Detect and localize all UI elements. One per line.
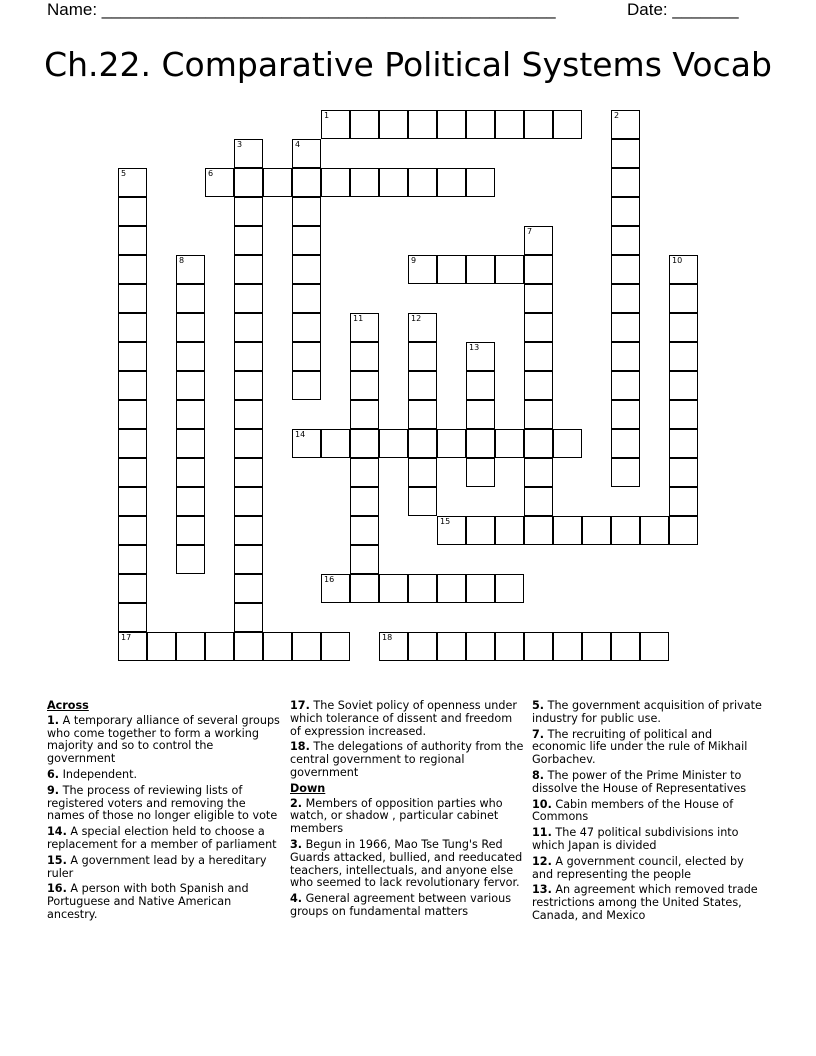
grid-cell[interactable] [292,632,321,661]
grid-cell[interactable] [524,255,553,284]
grid-cell[interactable] [408,458,437,487]
grid-cell[interactable] [437,110,466,139]
clue-number: 16. [47,882,67,896]
grid-cell[interactable] [176,255,205,284]
grid-cell[interactable] [524,429,553,458]
clue-text: Members of opposition parties who watch, or shadow , particular cabinet members [290,796,503,836]
grid-cell[interactable] [350,110,379,139]
grid-cell[interactable] [437,429,466,458]
grid-cell[interactable] [147,632,176,661]
grid-cell[interactable] [437,574,466,603]
grid-cell[interactable] [292,168,321,197]
grid-cell[interactable] [582,632,611,661]
grid-cell[interactable] [524,400,553,429]
grid-cell[interactable] [466,429,495,458]
grid-cell[interactable] [321,168,350,197]
grid-cell[interactable] [669,400,698,429]
grid-cell[interactable] [350,168,379,197]
grid-cell[interactable] [466,110,495,139]
grid-cell[interactable] [553,110,582,139]
grid-cell[interactable] [234,168,263,197]
page-title: Ch.22. Comparative Political Systems Vocab [44,45,772,84]
across-heading: Across [47,699,89,712]
grid-cell[interactable] [495,574,524,603]
clue-number: 7. [532,727,545,741]
grid-cell[interactable] [379,110,408,139]
grid-cell[interactable] [234,313,263,342]
clue-text: A person with both Spanish and Portuguese and Native American ancestry. [47,882,249,921]
grid-cell[interactable] [437,632,466,661]
grid-cell[interactable] [234,574,263,603]
clue-number: 3. [290,837,303,851]
clue-text: General agreement between various groups on fundamental matters [290,892,512,918]
grid-cell[interactable] [466,574,495,603]
cell-number: 6 [208,169,214,178]
grid-cell[interactable] [437,168,466,197]
grid-cell[interactable] [292,429,321,458]
grid-cell[interactable] [350,400,379,429]
grid-cell[interactable] [524,458,553,487]
clue-number: 12. [532,854,552,868]
grid-cell[interactable] [234,400,263,429]
clue-across-15 [47,855,283,881]
grid-cell[interactable] [669,516,698,545]
grid-cell[interactable] [118,342,147,371]
grid-cell[interactable] [524,313,553,342]
cell-number: 3 [237,140,243,149]
grid-cell[interactable] [466,516,495,545]
grid-cell[interactable] [669,371,698,400]
cell-number: 4 [295,140,301,149]
grid-cell[interactable] [495,516,524,545]
grid-cell[interactable] [176,313,205,342]
clue-text: Cabin members of the House of Commons [532,797,734,824]
grid-cell[interactable] [118,458,147,487]
grid-cell[interactable] [350,342,379,371]
cell-number: 15 [440,517,451,526]
grid-cell[interactable] [466,255,495,284]
grid-cell[interactable] [524,371,553,400]
grid-cell[interactable] [408,632,437,661]
grid-cell[interactable] [379,632,408,661]
cell-number: 11 [353,314,364,323]
grid-cell[interactable] [611,139,640,168]
grid-cell[interactable] [611,458,640,487]
grid-cell[interactable] [205,168,234,197]
grid-cell[interactable] [176,545,205,574]
grid-cell[interactable] [669,255,698,284]
clue-number: 4. [290,892,303,906]
clue-text: The process of reviewing lists of registered voters and removing the names of those no longer eligible to vote [47,783,278,823]
grid-cell[interactable] [176,284,205,313]
grid-cell[interactable] [176,487,205,516]
grid-cell[interactable] [408,574,437,603]
grid-cell[interactable] [408,255,437,284]
clue-across-18 [290,741,526,779]
grid-cell[interactable] [234,429,263,458]
grid-cell[interactable] [350,545,379,574]
clue-down-2 [290,798,526,836]
grid-cell[interactable] [437,255,466,284]
grid-cell[interactable] [408,342,437,371]
cell-number: 7 [527,227,533,236]
grid-cell[interactable] [524,110,553,139]
clue-text: The recruiting of political and economic life under the rule of Mikhail Gorbachev. [532,727,748,767]
grid-cell[interactable] [118,574,147,603]
clue-down-7 [532,729,768,767]
clue-text: The 47 political subdivisions into which Japan is divided [532,826,739,852]
grid-cell[interactable] [524,632,553,661]
grid-cell[interactable] [321,110,350,139]
grid-cell[interactable] [118,545,147,574]
grid-cell[interactable] [611,371,640,400]
grid-cell[interactable] [350,371,379,400]
grid-cell[interactable] [669,429,698,458]
clue-number: 9. [47,783,60,797]
grid-cell[interactable] [263,168,292,197]
grid-cell[interactable] [524,284,553,313]
grid-cell[interactable] [495,255,524,284]
clue-number: 5. [532,699,545,712]
grid-cell[interactable] [118,371,147,400]
grid-cell[interactable] [495,110,524,139]
grid-cell[interactable] [466,400,495,429]
grid-cell[interactable] [669,313,698,342]
clue-text: A special election held to choose a replacement for a member of parliament [47,825,277,851]
grid-cell[interactable] [118,226,147,255]
grid-cell[interactable] [466,458,495,487]
grid-cell[interactable] [118,168,147,197]
grid-cell[interactable] [466,371,495,400]
grid-cell[interactable] [379,168,408,197]
grid-cell[interactable] [234,632,263,661]
grid-cell[interactable] [118,284,147,313]
grid-cell[interactable] [669,458,698,487]
grid-cell[interactable] [611,226,640,255]
grid-cell[interactable] [292,139,321,168]
clue-text: Begun in 1966, Mao Tse Tung's Red Guards attacked, bullied, and reeducated teachers, intellectuals, and anyone else who seemed to lack revolutionary fervor. [290,837,523,890]
clue-text: A government council, elected by and representing the people [532,854,744,881]
clue-down-10 [532,799,768,825]
grid-cell[interactable] [611,168,640,197]
clue-down-4 [290,893,526,919]
grid-cell[interactable] [321,429,350,458]
grid-cell[interactable] [669,487,698,516]
grid-cell[interactable] [466,632,495,661]
cell-number: 12 [411,314,422,323]
clue-text: A temporary alliance of several groups who come together to form a working majority and so to control the government [47,713,280,766]
cell-number: 13 [469,343,480,352]
cell-number: 17 [121,633,132,642]
grid-cell[interactable] [292,255,321,284]
grid-cell[interactable] [379,574,408,603]
grid-cell[interactable] [234,545,263,574]
grid-cell[interactable] [669,342,698,371]
grid-cell[interactable] [292,197,321,226]
grid-cell[interactable] [118,487,147,516]
clue-number: 17. [290,699,310,712]
grid-cell[interactable] [350,313,379,342]
grid-cell[interactable] [611,197,640,226]
clue-down-13 [532,884,768,922]
clue-down-5 [532,700,768,726]
grid-cell[interactable] [611,284,640,313]
grid-cell[interactable] [611,632,640,661]
grid-cell[interactable] [524,487,553,516]
grid-cell[interactable] [437,516,466,545]
grid-cell[interactable] [118,400,147,429]
grid-cell[interactable] [234,603,263,632]
grid-cell[interactable] [234,516,263,545]
grid-cell[interactable] [292,371,321,400]
clue-text: The power of the Prime Minister to dissolve the House of Representatives [532,768,747,795]
cell-number: 2 [614,111,620,120]
grid-cell[interactable] [292,342,321,371]
clue-text: An agreement which removed trade restrictions among the United States, Canada, and Mexico [532,883,758,922]
grid-cell[interactable] [176,516,205,545]
grid-cell[interactable] [611,516,640,545]
grid-cell[interactable] [408,313,437,342]
grid-cell[interactable] [611,110,640,139]
clue-text: The Soviet policy of openness under which tolerance of dissent and freedom of expression increased. [290,699,517,738]
grid-cell[interactable] [321,632,350,661]
grid-cell[interactable] [350,574,379,603]
grid-cell[interactable] [118,197,147,226]
grid-cell[interactable] [408,429,437,458]
clue-across-1 [47,715,283,766]
grid-cell[interactable] [379,429,408,458]
cell-number: 10 [672,256,683,265]
clue-down-8 [532,770,768,796]
grid-cell[interactable] [611,342,640,371]
clue-number: 11. [532,826,552,840]
clue-number: 2. [290,796,303,810]
grid-cell[interactable] [234,255,263,284]
grid-cell[interactable] [234,371,263,400]
grid-cell[interactable] [495,632,524,661]
clue-text: The delegations of authority from the central government to regional government [290,740,524,779]
clue-across-16 [47,883,283,921]
grid-cell[interactable] [234,487,263,516]
grid-cell[interactable] [408,168,437,197]
grid-cell[interactable] [350,516,379,545]
grid-cell[interactable] [118,313,147,342]
cell-number: 18 [382,633,393,642]
clue-across-6 [47,769,283,782]
grid-cell[interactable] [292,313,321,342]
grid-cell[interactable] [176,429,205,458]
down-heading: Down [290,781,326,795]
grid-cell[interactable] [292,284,321,313]
grid-cell[interactable] [408,400,437,429]
grid-cell[interactable] [176,371,205,400]
cell-number: 9 [411,256,417,265]
clues-column-2 [290,700,526,922]
grid-cell[interactable] [118,632,147,661]
clue-number: 1. [47,713,60,727]
grid-cell[interactable] [611,313,640,342]
grid-cell[interactable] [611,255,640,284]
cell-number: 16 [324,575,335,584]
grid-cell[interactable] [176,458,205,487]
grid-cell[interactable] [321,574,350,603]
grid-cell[interactable] [640,516,669,545]
grid-cell[interactable] [118,516,147,545]
clue-across-14 [47,826,283,852]
grid-cell[interactable] [118,255,147,284]
name-field-line: Name: ________________________________________________ [47,0,556,19]
grid-cell[interactable] [408,110,437,139]
grid-cell[interactable] [118,603,147,632]
clue-text: The government acquisition of private industry for public use. [532,699,762,725]
grid-cell[interactable] [350,458,379,487]
grid-cell[interactable] [524,342,553,371]
grid-cell[interactable] [524,226,553,255]
grid-cell[interactable] [553,632,582,661]
grid-cell[interactable] [524,516,553,545]
grid-cell[interactable] [611,400,640,429]
grid-cell[interactable] [118,429,147,458]
clue-number: 13. [532,883,552,897]
clue-down-3 [290,839,526,890]
clue-down-12 [532,856,768,882]
grid-cell[interactable] [466,168,495,197]
grid-cell[interactable] [611,429,640,458]
clue-number: 10. [532,797,552,811]
grid-cell[interactable] [466,342,495,371]
grid-cell[interactable] [176,632,205,661]
grid-cell[interactable] [582,516,611,545]
clues-column-1 [47,700,283,925]
grid-cell[interactable] [553,516,582,545]
clue-number: 6. [47,767,60,781]
clue-down-11 [532,827,768,853]
grid-cell[interactable] [408,487,437,516]
clue-across-9 [47,785,283,823]
grid-cell[interactable] [350,487,379,516]
grid-cell[interactable] [176,400,205,429]
grid-cell[interactable] [292,226,321,255]
date-field-line: Date: _______ [627,0,739,19]
grid-cell[interactable] [408,371,437,400]
clue-number: 15. [47,853,67,867]
grid-cell[interactable] [553,429,582,458]
grid-cell[interactable] [495,429,524,458]
cell-number: 14 [295,430,306,439]
grid-cell[interactable] [234,139,263,168]
clue-number: 18. [290,740,310,754]
grid-cell[interactable] [234,284,263,313]
clues-column-3 [532,700,768,926]
cell-number: 8 [179,256,185,265]
grid-cell[interactable] [640,632,669,661]
clue-number: 14. [47,825,67,839]
grid-cell[interactable] [234,226,263,255]
grid-cell[interactable] [234,458,263,487]
grid-cell[interactable] [263,632,292,661]
cell-number: 1 [324,111,330,120]
clue-text: A government lead by a hereditary ruler [47,853,267,880]
clue-across-17 [290,700,526,738]
clue-text: Independent. [62,767,138,781]
clue-number: 8. [532,768,545,782]
grid-cell[interactable] [176,342,205,371]
grid-cell[interactable] [669,284,698,313]
grid-cell[interactable] [350,429,379,458]
grid-cell[interactable] [205,632,234,661]
grid-cell[interactable] [234,342,263,371]
cell-number: 5 [121,169,127,178]
grid-cell[interactable] [234,197,263,226]
